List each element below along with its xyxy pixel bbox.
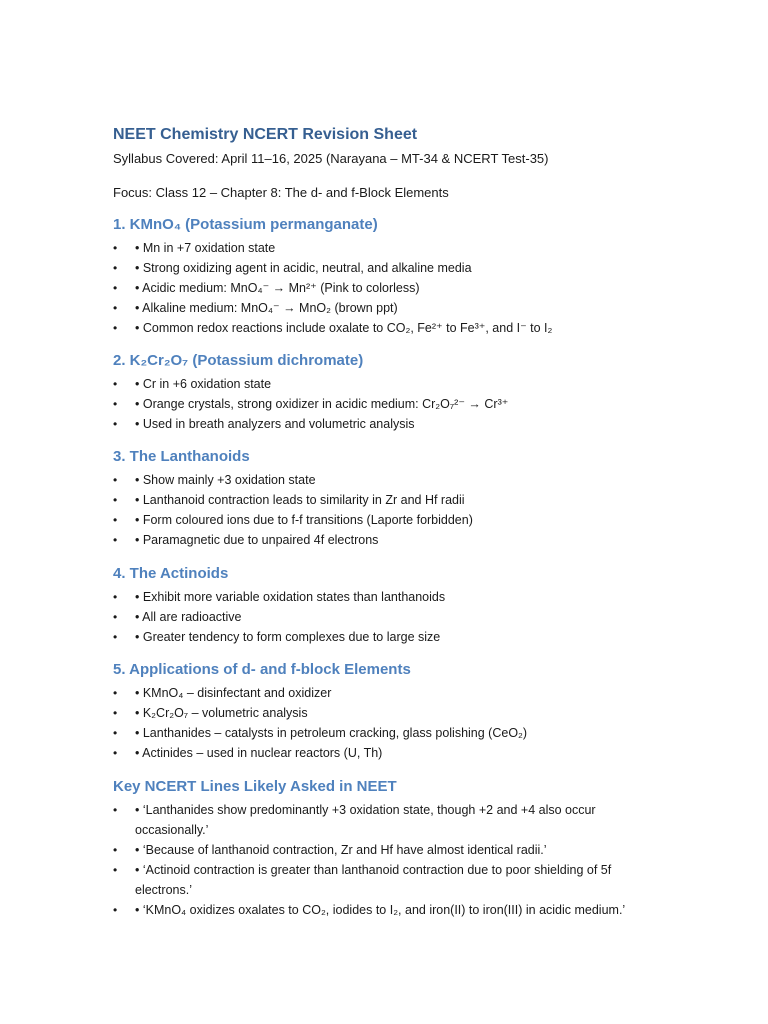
bullet-icon: • — [113, 241, 118, 255]
list-item — [113, 587, 653, 607]
list-item-text: • Greater tendency to form complexes due to large size — [135, 630, 441, 644]
list-item — [113, 318, 653, 338]
section-heading: 5. Applications of d- and f-block Elements — [113, 661, 411, 678]
section-heading: 4. The Actinoids — [113, 565, 229, 582]
list-item-text: • Used in breath analyzers and volumetric analysis — [135, 417, 415, 431]
section-heading: 2. K₂Cr₂O₇ (Potassium dichromate) — [113, 352, 364, 369]
list-item-text: • Lanthanides – catalysts in petroleum cracking, glass polishing (CeO₂) — [135, 726, 528, 740]
bullet-icon: • — [113, 513, 118, 527]
bullet-icon: • — [113, 686, 118, 700]
list-item — [113, 238, 653, 258]
section-k2cr2o7 — [113, 351, 653, 434]
list-item-text: • All are radioactive — [135, 610, 242, 624]
bullet-icon: • — [113, 417, 118, 431]
bullet-icon: • — [113, 301, 118, 315]
section-heading: Key NCERT Lines Likely Asked in NEET — [113, 778, 397, 795]
list-item — [113, 258, 653, 278]
list-item — [113, 860, 653, 900]
bullet-list — [113, 238, 653, 338]
section-heading: 1. KMnO₄ (Potassium permanganate) — [113, 216, 378, 233]
bullet-icon: • — [113, 261, 118, 275]
bullet-icon: • — [113, 377, 118, 391]
list-item-text: • Mn in +7 oxidation state — [135, 241, 276, 255]
list-item-text: • ‘Because of lanthanoid contraction, Zr and Hf have almost identical radii.’ — [135, 843, 547, 857]
list-item-text: • Alkaline medium: MnO₄⁻ → MnO₂ (brown ppt) — [135, 301, 398, 315]
list-item-text: • KMnO₄ – disinfectant and oxidizer — [135, 686, 332, 700]
list-item-text: • Paramagnetic due to unpaired 4f electrons — [135, 533, 379, 547]
list-item — [113, 743, 653, 763]
list-item — [113, 530, 653, 550]
list-item-text: • Actinides – used in nuclear reactors (U, Th) — [135, 746, 383, 760]
bullet-list — [113, 470, 653, 550]
list-item — [113, 723, 653, 743]
list-item-text: • ‘Lanthanides show predominantly +3 oxidation state, though +2 and +4 also occur occasionally.’ — [135, 803, 596, 837]
syllabus-line: Syllabus Covered: April 11–16, 2025 (Narayana – MT-34 & NCERT Test-35) — [113, 151, 549, 166]
list-item-text: • Orange crystals, strong oxidizer in acidic medium: Cr₂O₇²⁻ → Cr³⁺ — [135, 397, 509, 411]
list-item-text: • Acidic medium: MnO₄⁻ → Mn²⁺ (Pink to colorless) — [135, 281, 420, 295]
list-item — [113, 703, 653, 723]
bullet-icon: • — [113, 706, 118, 720]
list-item — [113, 394, 653, 414]
bullet-icon: • — [113, 493, 118, 507]
list-item-text: • Cr in +6 oxidation state — [135, 377, 272, 391]
list-item — [113, 490, 653, 510]
list-item — [113, 510, 653, 530]
bullet-icon: • — [113, 473, 118, 487]
list-item — [113, 840, 653, 860]
list-item — [113, 414, 653, 434]
bullet-icon: • — [113, 863, 118, 877]
list-item-text: • ‘KMnO₄ oxidizes oxalates to CO₂, iodides to I₂, and iron(II) to iron(III) in acidic medium.’ — [135, 903, 626, 917]
section-heading: 3. The Lanthanoids — [113, 448, 250, 465]
bullet-icon: • — [113, 630, 118, 644]
section-key-ncert-lines — [113, 777, 653, 920]
list-item — [113, 298, 653, 318]
section-lanthanoids — [113, 447, 653, 550]
list-item-text: • K₂Cr₂O₇ – volumetric analysis — [135, 706, 308, 720]
bullet-icon: • — [113, 803, 118, 817]
bullet-icon: • — [113, 843, 118, 857]
section-applications — [113, 660, 653, 763]
list-item — [113, 683, 653, 703]
bullet-list — [113, 683, 653, 763]
bullet-icon: • — [113, 610, 118, 624]
bullet-icon: • — [113, 533, 118, 547]
bullet-icon: • — [113, 397, 118, 411]
section-actinoids — [113, 564, 653, 647]
list-item-text: • Show mainly +3 oxidation state — [135, 473, 316, 487]
list-item-text: • Common redox reactions include oxalate to CO₂, Fe²⁺ to Fe³⁺, and I⁻ to I₂ — [135, 321, 553, 335]
bullet-icon: • — [113, 321, 118, 335]
bullet-list — [113, 800, 653, 920]
bullet-icon: • — [113, 746, 118, 760]
bullet-icon: • — [113, 281, 118, 295]
list-item — [113, 278, 653, 298]
bullet-list — [113, 374, 653, 434]
list-item — [113, 900, 653, 920]
bullet-icon: • — [113, 590, 118, 604]
document-body — [113, 125, 653, 917]
list-item — [113, 374, 653, 394]
section-kmno4 — [113, 215, 653, 338]
list-item-text: • Form coloured ions due to f-f transitions (Laporte forbidden) — [135, 513, 473, 527]
list-item — [113, 470, 653, 490]
list-item-text: • Strong oxidizing agent in acidic, neutral, and alkaline media — [135, 261, 472, 275]
bullet-list — [113, 587, 653, 647]
list-item — [113, 607, 653, 627]
list-item-text: • Exhibit more variable oxidation states than lanthanoids — [135, 590, 446, 604]
bullet-icon: • — [113, 903, 118, 917]
list-item — [113, 627, 653, 647]
focus-line: Focus: Class 12 – Chapter 8: The d- and f-Block Elements — [113, 185, 449, 200]
list-item-text: • Lanthanoid contraction leads to similarity in Zr and Hf radii — [135, 493, 465, 507]
list-item-text: • ‘Actinoid contraction is greater than lanthanoid contraction due to poor shielding of 5f electrons.’ — [135, 863, 612, 897]
bullet-icon: • — [113, 726, 118, 740]
document-title: NEET Chemistry NCERT Revision Sheet — [113, 126, 418, 143]
list-item — [113, 800, 653, 840]
